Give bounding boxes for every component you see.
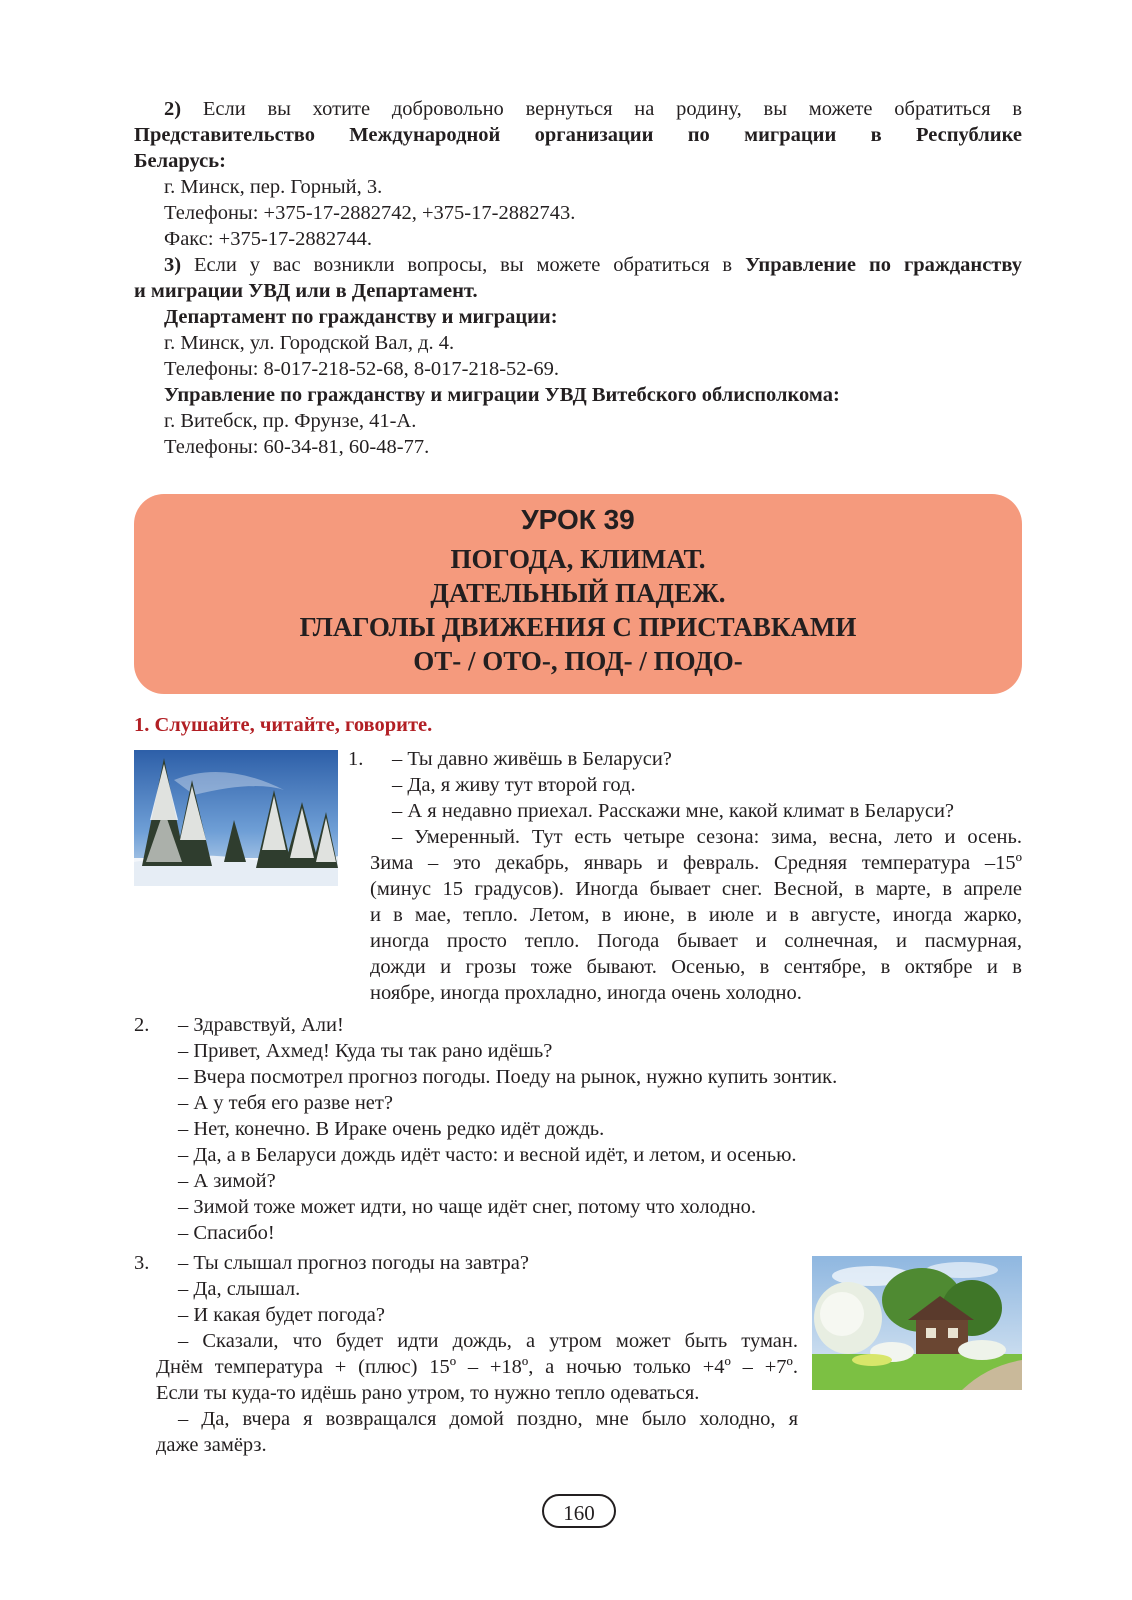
dialogue-2-line: – Да, а в Беларуси дождь идёт часто: и весной идёт, и летом, и осенью. bbox=[178, 1144, 797, 1166]
dialogue-3-line: – Сказали, что будет идти дождь, а утром может быть туман. bbox=[178, 1330, 798, 1352]
dialogue-3-line: – Да, слышал. bbox=[178, 1278, 301, 1300]
dialogue-2-line: – Здравствуй, Али! bbox=[178, 1014, 344, 1036]
dialogue-3-line: Если ты куда-то идёшь рано утром, то нужно тепло одеваться. bbox=[156, 1382, 700, 1404]
dialogue-1-line: и в мае, тепло. Летом, в июне, в июле и в августе, иногда жарко, bbox=[370, 904, 1022, 926]
exercise-heading: 1. Слушайте, читайте, говорите. bbox=[134, 714, 433, 736]
dialogue-1-line: – Умеренный. Тут есть четыре сезона: зима, весна, лето и осень. bbox=[392, 826, 1022, 848]
lesson-title-line: ОТ- / ОТО-, ПОД- / ПОДО- bbox=[413, 646, 743, 676]
uvd-title: Управление по гражданству и миграции УВД Витебского облисполкома: bbox=[164, 384, 840, 406]
dialogue-2-line: – Вчера посмотрел прогноз погоды. Поеду на рынок, нужно купить зонтик. bbox=[178, 1066, 838, 1088]
dialogue-1-line: Зима – это декабрь, январь и февраль. Средняя температура –15º bbox=[370, 852, 1022, 874]
paragraph-3-org-2: и миграции УВД или в Департамент. bbox=[134, 280, 478, 302]
dept-phones: Телефоны: 8-017-218-52-68, 8-017-218-52-69. bbox=[164, 358, 560, 380]
lesson-title-line: ГЛАГОЛЫ ДВИЖЕНИЯ С ПРИСТАВКАМИ bbox=[299, 612, 857, 642]
dialogue-1-number: 1. bbox=[348, 748, 364, 770]
dialogue-3-line: – И какая будет погода? bbox=[178, 1304, 385, 1326]
iom-address: г. Минск, пер. Горный, 3. bbox=[164, 176, 383, 198]
iom-phones: Телефоны: +375-17-2882742, +375-17-2882743. bbox=[164, 202, 576, 224]
lesson-title-line: ДАТЕЛЬНЫЙ ПАДЕЖ. bbox=[430, 578, 726, 608]
dept-title: Департамент по гражданству и миграции: bbox=[164, 306, 558, 328]
paragraph-2-line-1 bbox=[134, 96, 1022, 122]
dept-address: г. Минск, ул. Городской Вал, д. 4. bbox=[164, 332, 455, 354]
paragraph-3-number: 3) bbox=[164, 254, 182, 276]
dialogue-3-number: 3. bbox=[134, 1252, 150, 1274]
dialogue-1-line: – Да, я живу тут второй год. bbox=[392, 774, 636, 796]
lesson-title-line: ПОГОДА, КЛИМАТ. bbox=[450, 544, 706, 574]
spring-house-photo bbox=[812, 1256, 1022, 1390]
paragraph-3-text: Если у вас возникли вопросы, вы можете обратиться в bbox=[181, 254, 746, 276]
winter-forest-photo bbox=[134, 750, 338, 886]
dialogue-1-line: ноябре, иногда прохладно, иногда очень холодно. bbox=[370, 982, 802, 1004]
uvd-phones: Телефоны: 60-34-81, 60-48-77. bbox=[164, 436, 430, 458]
dialogue-2-line: – Привет, Ахмед! Куда ты так рано идёшь? bbox=[178, 1040, 553, 1062]
dialogue-1-line: – Ты давно живёшь в Беларуси? bbox=[392, 748, 672, 770]
dialogue-3-line: – Да, вчера я возвращался домой поздно, мне было холодно, я bbox=[178, 1408, 798, 1430]
dialogue-2-line: – А у тебя его разве нет? bbox=[178, 1092, 393, 1114]
iom-fax: Факс: +375-17-2882744. bbox=[164, 228, 373, 250]
iom-org-line-1: Представительство Международной организации по миграции в Республике bbox=[134, 124, 1022, 146]
dialogue-1-line: дожди и грозы тоже бывают. Осенью, в сентябре, в октябре и в bbox=[370, 956, 1022, 978]
paragraph-2-number: 2) bbox=[164, 98, 182, 120]
dialogue-1-line: – А я недавно приехал. Расскажи мне, какой климат в Беларуси? bbox=[392, 800, 955, 822]
dialogue-2-line: – А зимой? bbox=[178, 1170, 276, 1192]
dialogue-3-line: – Ты слышал прогноз погоды на завтра? bbox=[178, 1252, 529, 1274]
paragraph-3-org-1: Управление по гражданству bbox=[745, 254, 1022, 276]
dialogue-3-line: Днём температура + (плюс) 15º – +18º, а ночью только +4º – +7º. bbox=[156, 1356, 798, 1378]
dialogue-3-line: даже замёрз. bbox=[156, 1434, 267, 1456]
dialogue-2-line: – Нет, конечно. В Ираке очень редко идёт дождь. bbox=[178, 1118, 605, 1140]
dialogue-2-line: – Спасибо! bbox=[178, 1222, 275, 1244]
page-number: 160 bbox=[542, 1494, 616, 1528]
paragraph-2-text: Если вы хотите добровольно вернуться на родину, вы можете обратиться в bbox=[181, 98, 1022, 120]
dialogue-1-line: иногда просто тепло. Погода бывает и солнечная, и пасмурная, bbox=[370, 930, 1022, 952]
lesson-number: УРОК 39 bbox=[521, 504, 635, 535]
dialogue-2-number: 2. bbox=[134, 1014, 150, 1036]
dialogue-1-line: (минус 15 градусов). Иногда бывает снег. Весной, в марте, в апреле bbox=[370, 878, 1022, 900]
iom-org-line-2: Беларусь: bbox=[134, 150, 226, 172]
lesson-banner bbox=[134, 494, 1022, 694]
dialogue-2-line: – Зимой тоже может идти, но чаще идёт снег, потому что холодно. bbox=[178, 1196, 757, 1218]
uvd-address: г. Витебск, пр. Фрунзе, 41-А. bbox=[164, 410, 417, 432]
paragraph-3-line-1 bbox=[134, 252, 1022, 278]
